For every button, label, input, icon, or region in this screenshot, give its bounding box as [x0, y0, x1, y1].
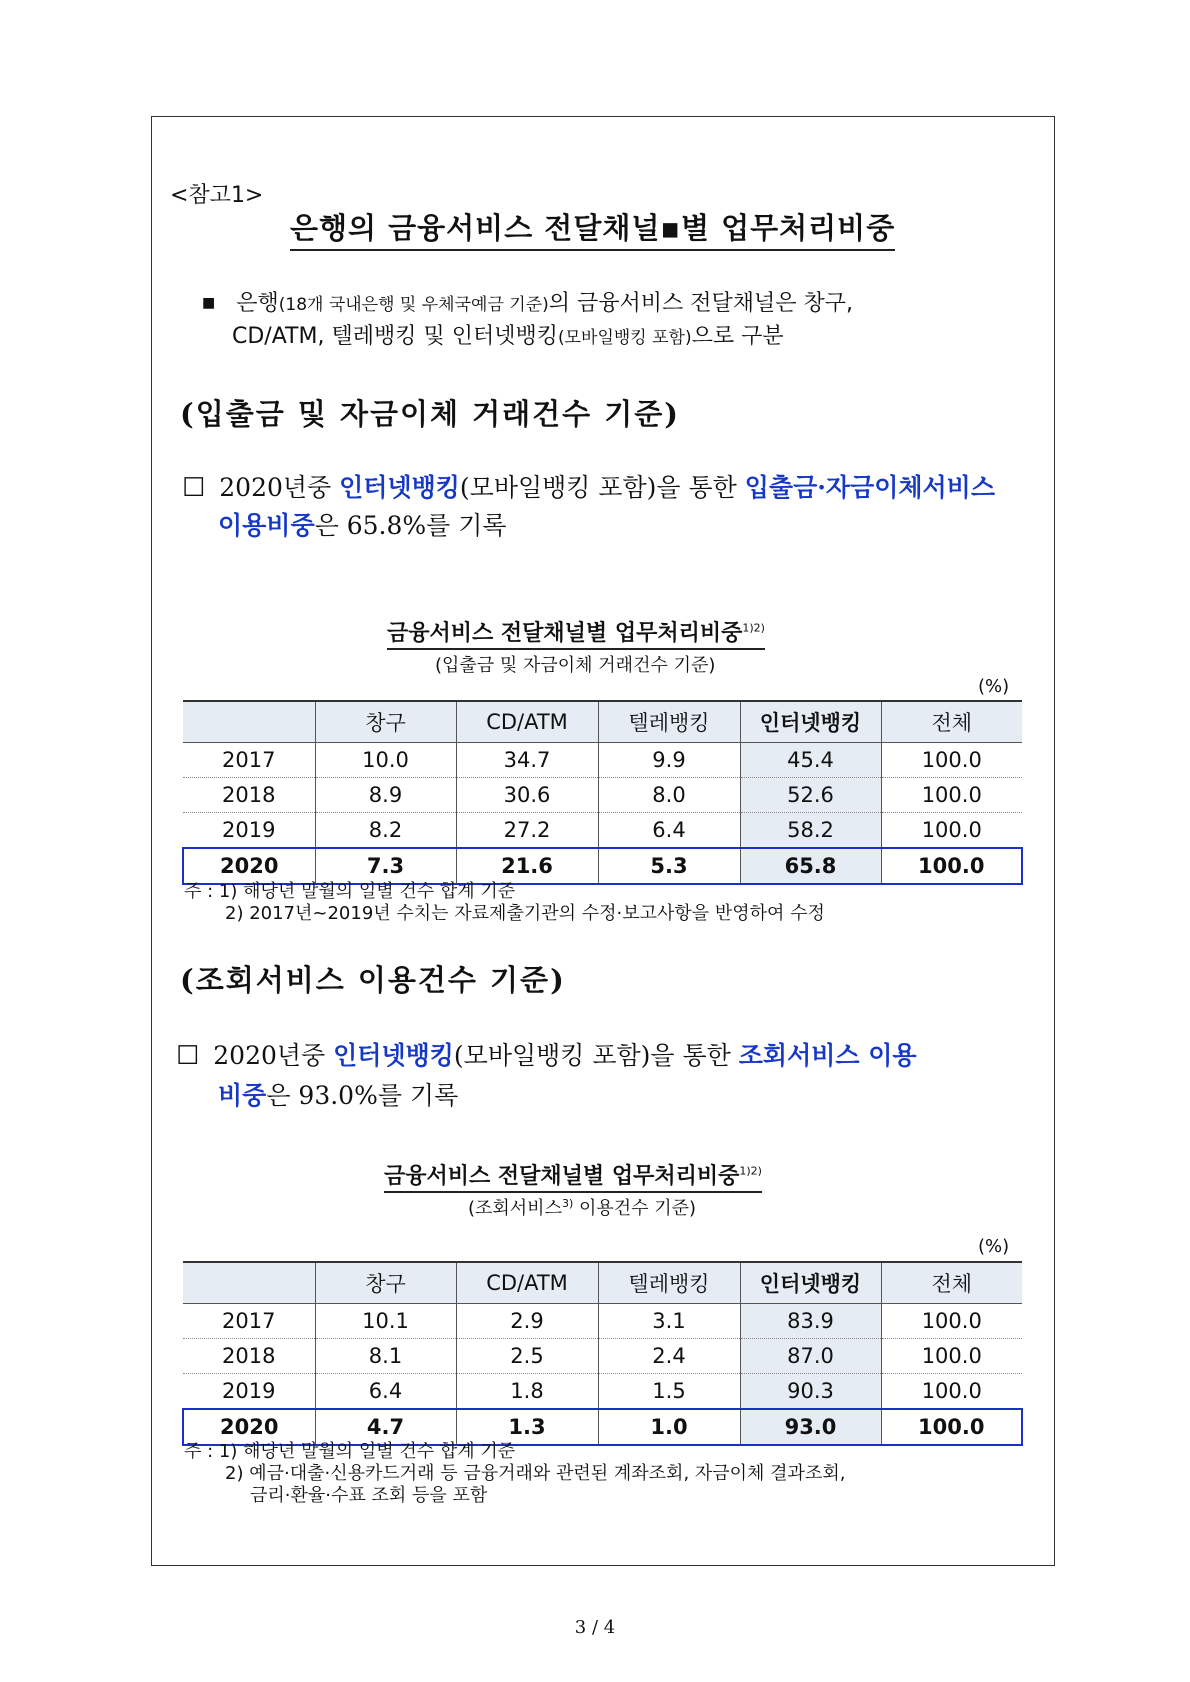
table-cell: 100.0 — [881, 1339, 1022, 1374]
table-cell: 2.4 — [598, 1339, 740, 1374]
table-cell: 8.0 — [598, 778, 740, 813]
intro-text-1: 은행 — [236, 291, 279, 316]
table2 — [182, 1261, 1023, 1446]
table1-header-cell: 인터넷뱅킹 — [740, 701, 881, 743]
table-row — [183, 813, 1022, 849]
page-title: 은행의 금융서비스 전달채널▪별 업무처리비중 — [290, 206, 895, 251]
table1-header-cell — [183, 701, 315, 743]
table-cell: 100.0 — [881, 1374, 1022, 1410]
table-cell: 83.9 — [740, 1304, 881, 1339]
table2-header-cell: 전체 — [881, 1262, 1022, 1304]
table-cell: 65.8 — [740, 848, 881, 884]
section1-highlight-internet-banking: 인터넷뱅킹 — [339, 473, 460, 502]
table-row — [183, 1339, 1022, 1374]
table-cell: 4.7 — [315, 1409, 456, 1445]
table-cell: 87.0 — [740, 1339, 881, 1374]
section2-mid-text: (모바일뱅킹 포함)을 통한 — [453, 1041, 731, 1070]
table-cell: 100.0 — [881, 813, 1022, 849]
section1-highlight-ratio: 이용비중 — [218, 511, 315, 540]
bullet-square-icon: ■ — [202, 295, 216, 311]
table1-header-cell: 전체 — [881, 701, 1022, 743]
table2-header-cell: 창구 — [315, 1262, 456, 1304]
table-cell: 5.3 — [598, 848, 740, 884]
table-cell: 1.3 — [456, 1409, 598, 1445]
table-cell: 2020 — [183, 848, 315, 884]
page-number: 3 / 4 — [574, 1617, 616, 1638]
section2-heading: (조회서비스 이용건수 기준) — [180, 963, 566, 997]
table-cell: 100.0 — [881, 1409, 1022, 1445]
table-cell: 90.3 — [740, 1374, 881, 1410]
table-cell: 6.4 — [315, 1374, 456, 1410]
table-cell: 45.4 — [740, 743, 881, 778]
table-cell: 2017 — [183, 1304, 315, 1339]
table-cell: 10.0 — [315, 743, 456, 778]
table-cell: 8.1 — [315, 1339, 456, 1374]
table-cell: 21.6 — [456, 848, 598, 884]
table-cell: 2017 — [183, 743, 315, 778]
table1-subtitle: (입출금 및 자금이체 거래건수 기준) — [435, 655, 716, 676]
reference-label: <참고1> — [170, 183, 264, 208]
intro-text-1-small: (18개 국내은행 및 우체국예금 기준) — [278, 295, 549, 315]
table1 — [182, 700, 1023, 885]
table-cell: 2.5 — [456, 1339, 598, 1374]
table-cell: 10.1 — [315, 1304, 456, 1339]
table2-note-2: 2) 예금·대출·신용카드거래 등 금융거래와 관련된 계좌조회, 자금이체 결과조회, — [225, 1463, 846, 1484]
table-cell: 93.0 — [740, 1409, 881, 1445]
section1-year: 2020년중 — [219, 473, 332, 502]
table-cell: 8.9 — [315, 778, 456, 813]
table-cell: 1.5 — [598, 1374, 740, 1410]
table-row — [183, 743, 1022, 778]
checkbox-icon: ☐ — [182, 473, 206, 503]
table1-header-cell: 텔레뱅킹 — [598, 701, 740, 743]
table1-header-cell: 창구 — [315, 701, 456, 743]
section1-paragraph-line1 — [182, 468, 995, 504]
checkbox-icon: ☐ — [176, 1041, 200, 1071]
table1-title-footnote: 1)2) — [742, 621, 765, 635]
table-cell: 27.2 — [456, 813, 598, 849]
section1-mid-text: (모바일뱅킹 포함)을 통한 — [459, 473, 737, 502]
table2-subtitle-footnote: 3) — [561, 1197, 574, 1210]
table-row — [183, 778, 1022, 813]
table2-subtitle — [468, 1194, 696, 1220]
table2-title-text: 금융서비스 전달채널별 업무처리비중 — [384, 1164, 740, 1189]
table1-header-row — [183, 701, 1022, 743]
table-cell: 2019 — [183, 1374, 315, 1410]
table2-subtitle-a: (조회서비스 — [468, 1198, 562, 1219]
table-cell: 100.0 — [881, 743, 1022, 778]
table-cell: 2.9 — [456, 1304, 598, 1339]
table1-header-cell: CD/ATM — [456, 701, 598, 743]
table1-unit: (%) — [978, 676, 1010, 697]
table-row — [183, 1374, 1022, 1410]
section1-highlight-service: 입출금·자금이체서비스 — [744, 473, 995, 502]
section1-heading: (입출금 및 자금이체 거래건수 기준) — [180, 397, 681, 431]
section1-paragraph-line2 — [218, 506, 507, 542]
table2-subtitle-b: 이용건수 기준) — [573, 1198, 697, 1219]
table2-title-footnote: 1)2) — [739, 1164, 762, 1178]
table-cell: 58.2 — [740, 813, 881, 849]
intro-text-2: CD/ATM, 텔레뱅킹 및 인터넷뱅킹 — [232, 324, 558, 349]
table-cell: 2018 — [183, 1339, 315, 1374]
table-cell: 34.7 — [456, 743, 598, 778]
section1-result-text: 은 65.8%를 기록 — [314, 511, 507, 540]
intro-text-2-small: (모바일뱅킹 포함) — [557, 328, 692, 348]
table-cell: 100.0 — [881, 778, 1022, 813]
table2-header-cell: 인터넷뱅킹 — [740, 1262, 881, 1304]
section2-result-text: 은 93.0%를 기록 — [266, 1081, 459, 1110]
intro-text-1-rest: 의 금융서비스 전달채널은 창구, — [548, 291, 853, 316]
table1-note-2: 2) 2017년~2019년 수치는 자료제출기관의 수정·보고사항을 반영하여 수정 — [225, 903, 825, 924]
table-cell: 2018 — [183, 778, 315, 813]
table-cell: 3.1 — [598, 1304, 740, 1339]
table-cell: 1.8 — [456, 1374, 598, 1410]
table1-note-1: 주 : 1) 해당년 말월의 일별 건수 합계 기준 — [184, 881, 516, 902]
table1-title — [387, 616, 765, 650]
table-cell: 9.9 — [598, 743, 740, 778]
section2-year: 2020년중 — [213, 1041, 326, 1070]
section2-paragraph-line2 — [218, 1076, 458, 1112]
table2-header-cell — [183, 1262, 315, 1304]
intro-bullet — [202, 286, 853, 317]
table2-unit: (%) — [978, 1236, 1010, 1257]
table-row — [183, 1304, 1022, 1339]
table-cell: 6.4 — [598, 813, 740, 849]
table-cell: 100.0 — [881, 848, 1022, 884]
table-cell: 7.3 — [315, 848, 456, 884]
intro-line-2 — [232, 319, 784, 350]
table2-header-cell: CD/ATM — [456, 1262, 598, 1304]
table1-title-text: 금융서비스 전달채널별 업무처리비중 — [387, 621, 743, 646]
section2-highlight-internet-banking: 인터넷뱅킹 — [333, 1041, 454, 1070]
intro-text-2-rest: 으로 구분 — [691, 324, 784, 349]
table2-title — [384, 1159, 762, 1193]
table-cell: 1.0 — [598, 1409, 740, 1445]
table-cell: 2019 — [183, 813, 315, 849]
table-cell: 30.6 — [456, 778, 598, 813]
section2-highlight-ratio: 비중 — [218, 1081, 267, 1110]
table2-note-1: 주 : 1) 해당년 말월의 일별 건수 합계 기준 — [184, 1441, 516, 1462]
section2-highlight-service: 조회서비스 이용 — [738, 1041, 917, 1070]
section2-paragraph-line1 — [176, 1036, 917, 1072]
table-cell: 8.2 — [315, 813, 456, 849]
table2-header-cell: 텔레뱅킹 — [598, 1262, 740, 1304]
table-cell: 2020 — [183, 1409, 315, 1445]
table-cell: 52.6 — [740, 778, 881, 813]
table2-note-3: 금리·환율·수표 조회 등을 포함 — [250, 1485, 488, 1506]
table2-header-row — [183, 1262, 1022, 1304]
table-cell: 100.0 — [881, 1304, 1022, 1339]
